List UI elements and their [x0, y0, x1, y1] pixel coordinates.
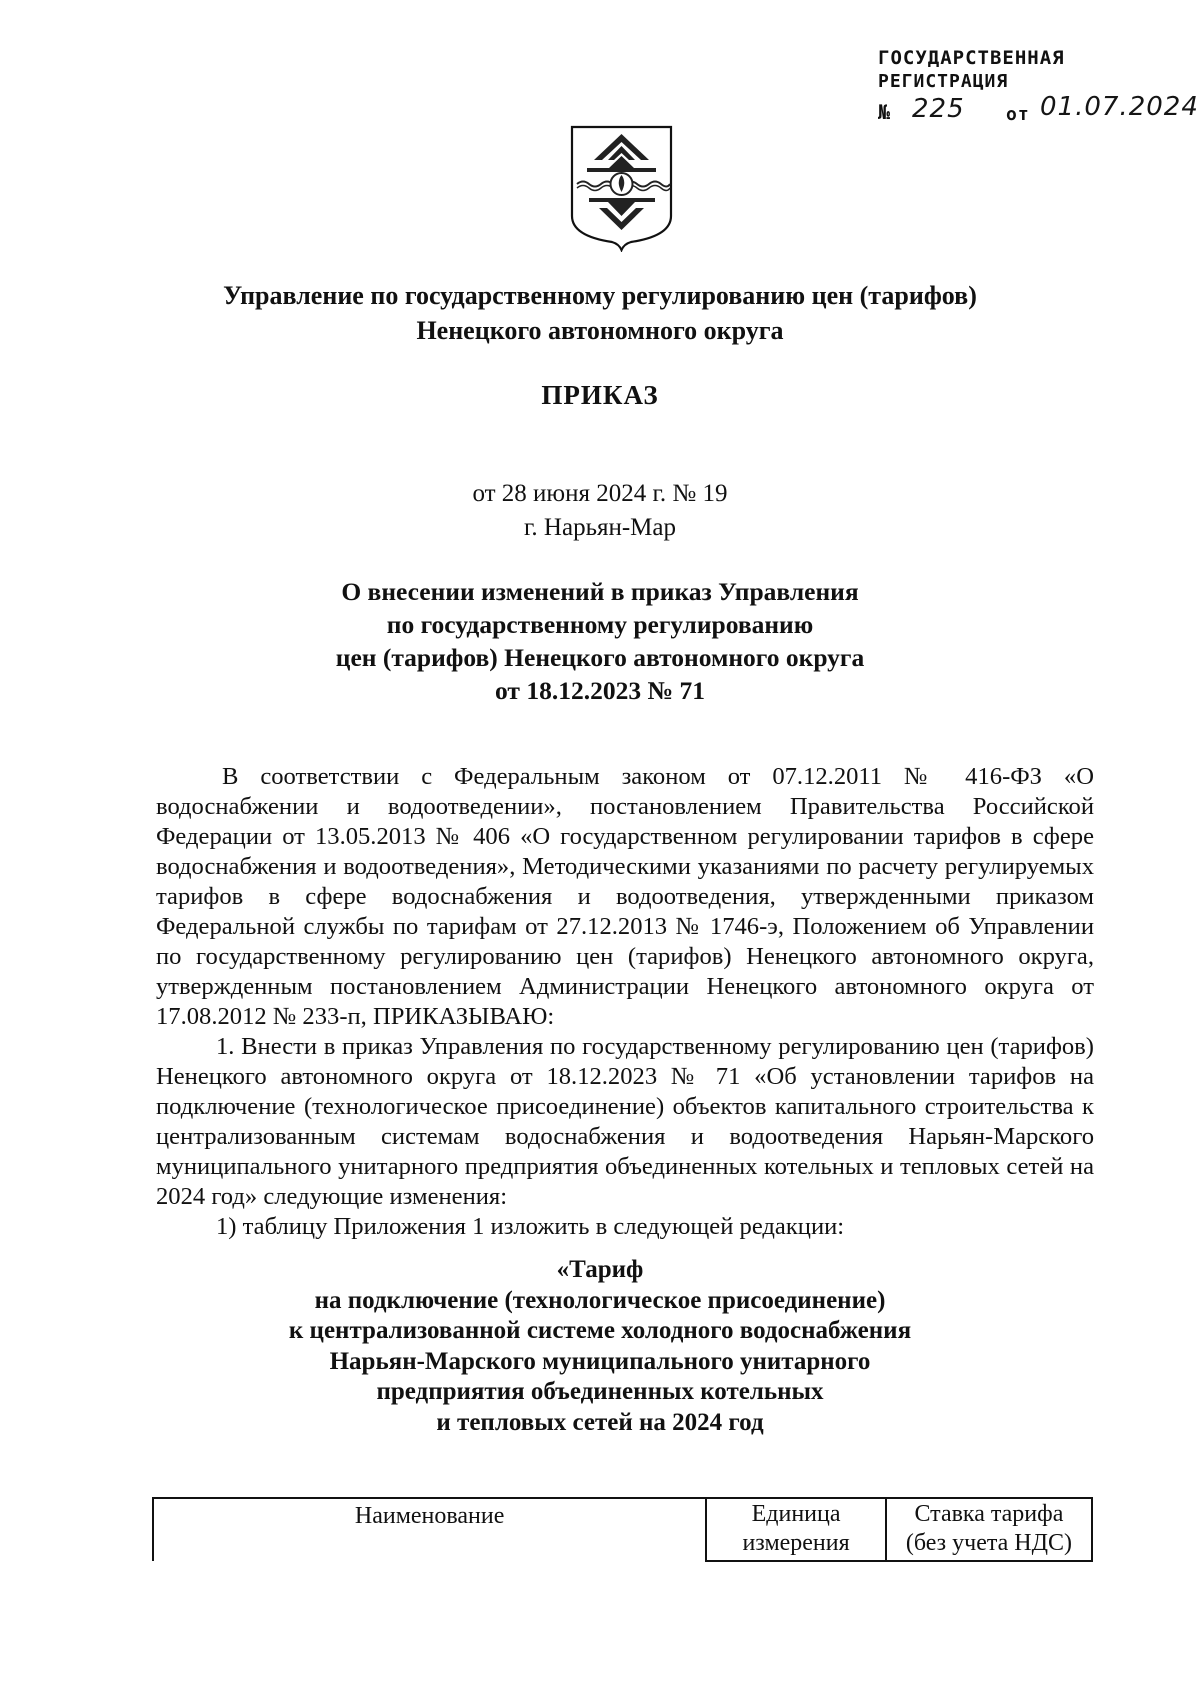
document-subject [0, 575, 1200, 707]
tariff-title [0, 1255, 1200, 1438]
document-body [156, 762, 1094, 1242]
tariff-title-line5: предприятия объединенных котельных [376, 1378, 824, 1405]
column-header-name: Наименование [153, 1498, 706, 1561]
page-bottom-margin [0, 1576, 1200, 1698]
stamp-title: ГОСУДАРСТВЕННАЯ [878, 47, 1065, 69]
stamp-number-label: № [878, 100, 892, 124]
stamp-date-label: от [1006, 104, 1030, 125]
tariff-title-line2: на подключение (технологическое присоединение) [314, 1286, 886, 1314]
registration-stamp [878, 46, 1199, 128]
document-date-number: от 28 июня 2024 г. № 19 [472, 480, 728, 507]
tariff-title-line3: к централизованной системе холодного водоснабжения [288, 1317, 912, 1344]
preamble-paragraph: В соответствии с Федеральным законом от 07.12.2011 № 416-ФЗ «О водоснабжении и водоотведении», постановлением Правительства Российской Федерации от 13.05.2013 № 406 «О государственном регулировании тарифов в сфере водоснабжения и водоотведения», Методическими указаниями по расчету регулируемых тарифов в сфере водоснабжения и водоотведения, утвержденными приказом Федеральной службы по тарифам от 27.12.2013 № 1746-э, Положением об Управлении по государственному регулированию цен (тарифов) Ненецкого автономного округа, утвержденным постановлением Администрации Ненецкого автономного округа от 17.08.2012 № 233-п, ПРИКАЗЫВАЮ: [156, 763, 1094, 1030]
column-header-unit [706, 1498, 886, 1561]
tariff-table [152, 1497, 1093, 1562]
tariff-title-line1: «Тариф [556, 1256, 644, 1283]
column-header-rate-line1: Ставка тарифа [914, 1501, 1064, 1527]
stamp-subtitle: РЕГИСТРАЦИЯ [878, 71, 1009, 92]
column-header-rate-line2: (без учета НДС) [905, 1530, 1072, 1556]
column-header-unit-line1: Единица [751, 1501, 841, 1527]
subject-line4: от 18.12.2023 № 71 [495, 676, 705, 705]
subject-line3: цен (тарифов) Ненецкого автономного округа [335, 643, 865, 672]
organization-name [0, 278, 1200, 348]
coat-of-arms-emblem [569, 124, 674, 252]
stamp-registration-date: 01.07.2024 [1040, 92, 1199, 122]
document-city: г. Нарьян-Мар [523, 514, 676, 541]
stamp-number-row [878, 92, 1199, 128]
tariff-title-line4: Нарьян-Марского муниципального унитарного [329, 1347, 871, 1375]
document-type: ПРИКАЗ [541, 380, 659, 410]
column-header-rate [886, 1498, 1092, 1561]
column-header-unit-line2: измерения [742, 1530, 850, 1556]
organization-name-line1: Управление по государственному регулированию цен (тарифов) [223, 281, 977, 310]
organization-name-line2: Ненецкого автономного округа [416, 316, 784, 345]
subject-line1: О внесении изменений в приказ Управления [341, 577, 859, 606]
subject-line2: по государственному регулированию [386, 610, 814, 639]
table-header-row [153, 1498, 1092, 1561]
tariff-title-line6: и тепловых сетей на 2024 год [436, 1408, 764, 1436]
stamp-registration-number: 225 [912, 94, 965, 124]
item-1-paragraph: 1. Внести в приказ Управления по государственному регулированию цен (тарифов) Ненецкого автономного округа от 18.12.2023 № 71 «Об установлении тарифов на подключение (технологическое присоединение) объектов капитального строительства к централизованным системам водоснабжения и водоотведения Нарьян-Марского муниципального унитарного предприятия объединенных котельных и тепловых сетей на 2024 год» следующие изменения: [156, 1033, 1094, 1210]
item-1-1-paragraph: 1) таблицу Приложения 1 изложить в следующей редакции: [216, 1213, 845, 1240]
document-date-block [0, 477, 1200, 545]
